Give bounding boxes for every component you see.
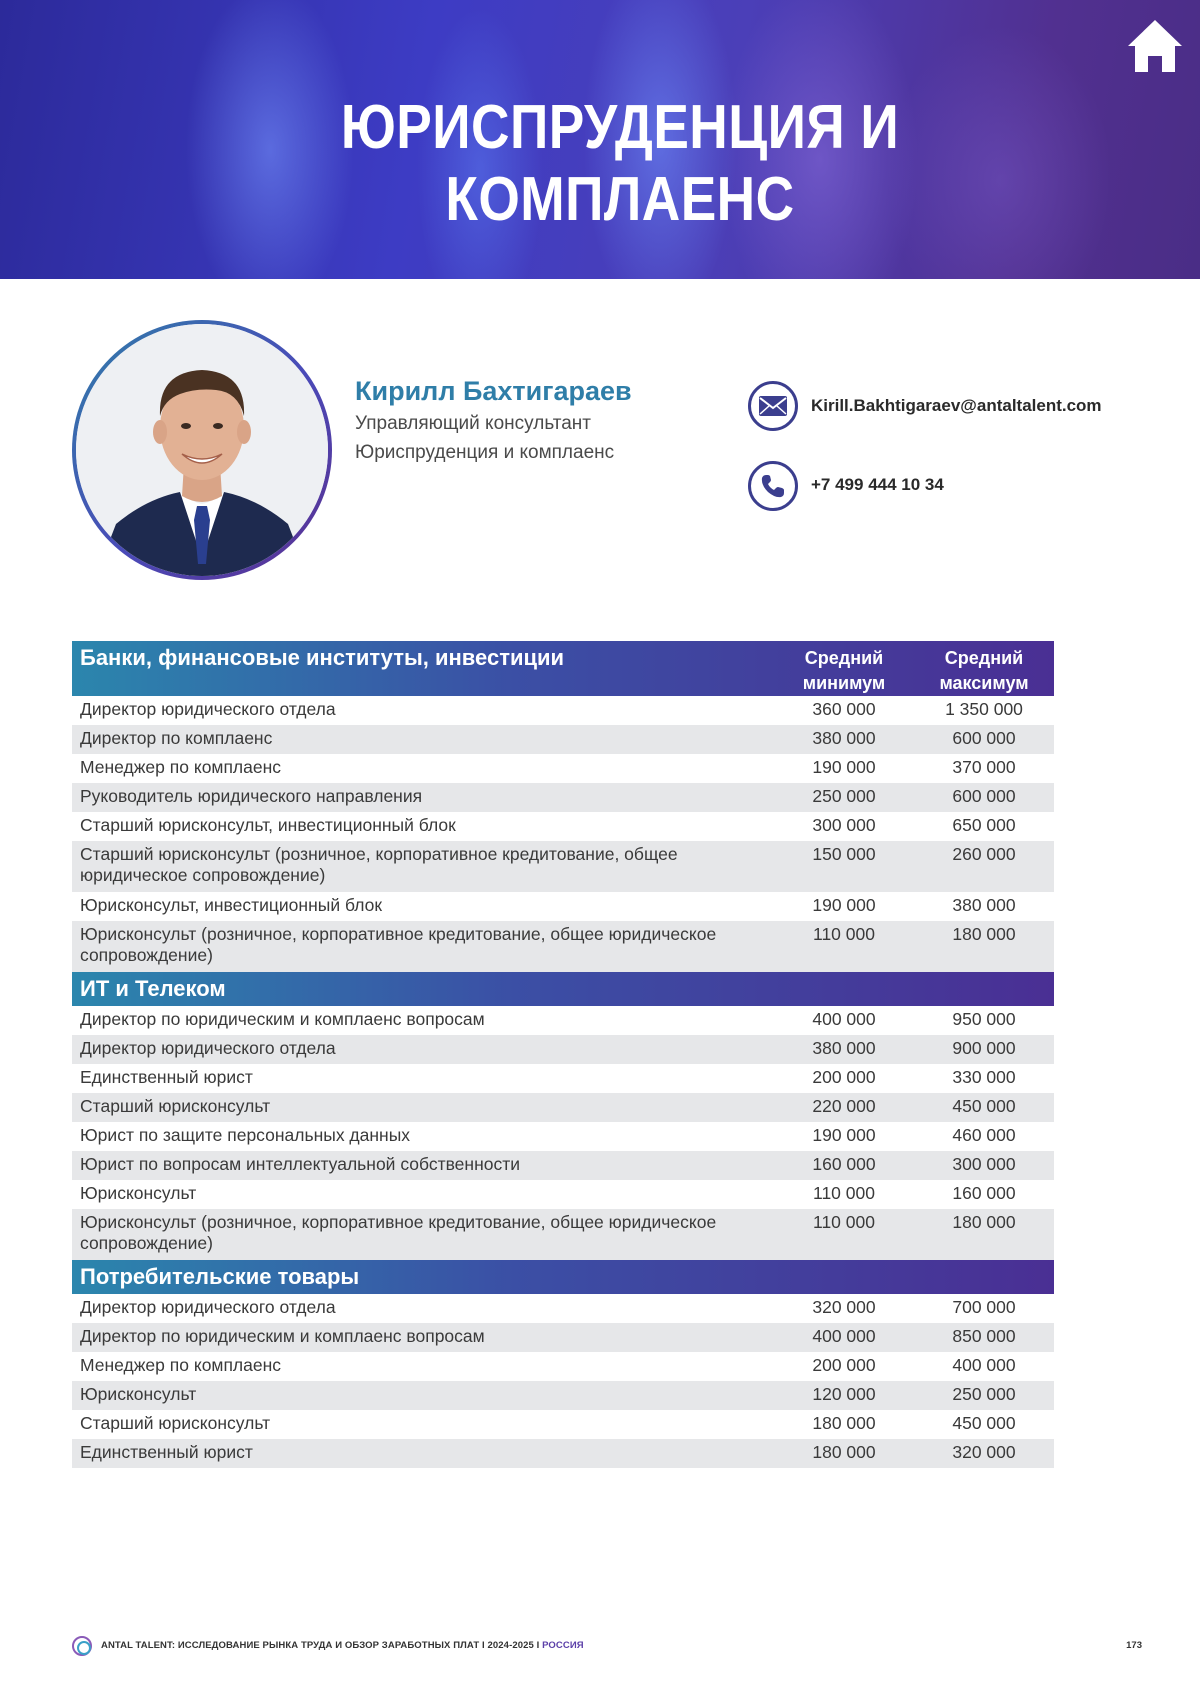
page-title bbox=[87, 92, 1153, 236]
position-cell: Директор юридического отдела bbox=[80, 699, 336, 719]
phone-link[interactable]: +7 499 444 10 34 bbox=[811, 475, 944, 494]
max-salary-cell: 300 000 bbox=[952, 1154, 1016, 1174]
consultant-photo bbox=[72, 320, 332, 580]
section-header bbox=[72, 641, 1054, 696]
table-row bbox=[72, 1209, 1054, 1260]
max-salary-cell: 370 000 bbox=[952, 757, 1016, 777]
min-salary-cell: 180 000 bbox=[812, 1442, 876, 1462]
position-cell: Директор по комплаенс bbox=[80, 728, 273, 748]
max-salary-cell: 450 000 bbox=[952, 1413, 1016, 1433]
min-salary-cell: 190 000 bbox=[812, 895, 876, 915]
table-row bbox=[72, 754, 1054, 783]
position-cell: Директор юридического отдела bbox=[80, 1297, 336, 1317]
section-header bbox=[72, 1260, 1054, 1294]
position-cell: Юрист по вопросам интеллектуальной собственности bbox=[80, 1154, 521, 1174]
table-row bbox=[72, 921, 1054, 972]
min-salary-cell: 190 000 bbox=[812, 757, 876, 777]
page-footer bbox=[72, 1636, 1142, 1656]
table-row bbox=[72, 1035, 1054, 1064]
table-row bbox=[72, 1410, 1054, 1439]
column-header-max-line-2: максимум bbox=[939, 673, 1029, 693]
max-salary-cell: 460 000 bbox=[952, 1125, 1016, 1145]
min-salary-cell: 160 000 bbox=[812, 1154, 876, 1174]
max-salary-cell: 320 000 bbox=[952, 1442, 1016, 1462]
table-row bbox=[72, 783, 1054, 812]
min-salary-cell: 180 000 bbox=[812, 1413, 876, 1433]
position-cell: Единственный юрист bbox=[80, 1442, 253, 1462]
min-salary-cell: 400 000 bbox=[812, 1326, 876, 1346]
table-row bbox=[72, 1064, 1054, 1093]
section-title: Банки, финансовые институты, инвестиции bbox=[80, 645, 565, 670]
table-row bbox=[72, 725, 1054, 754]
table-row bbox=[72, 812, 1054, 841]
position-cell: Юрисконсульт (розничное, корпоративное кредитование, общее юридическое сопровождение) bbox=[80, 1212, 717, 1253]
position-cell: Юрисконсульт, инвестиционный блок bbox=[80, 895, 382, 915]
phone-icon[interactable] bbox=[748, 461, 798, 511]
max-salary-cell: 400 000 bbox=[952, 1355, 1016, 1375]
min-salary-cell: 110 000 bbox=[813, 924, 875, 944]
min-salary-cell: 380 000 bbox=[812, 1038, 876, 1058]
min-salary-cell: 200 000 bbox=[812, 1067, 876, 1087]
min-salary-cell: 360 000 bbox=[812, 699, 876, 719]
max-salary-cell: 180 000 bbox=[952, 1212, 1016, 1232]
page-number: 173 bbox=[1126, 1640, 1142, 1651]
max-salary-cell: 380 000 bbox=[952, 895, 1016, 915]
position-cell: Единственный юрист bbox=[80, 1067, 253, 1087]
section-header bbox=[72, 972, 1054, 1006]
page-title-line-1: ЮРИСПРУДЕНЦИЯ И bbox=[340, 93, 900, 162]
envelope-icon[interactable] bbox=[748, 381, 798, 431]
min-salary-cell: 120 000 bbox=[812, 1384, 876, 1404]
table-row bbox=[72, 1294, 1054, 1323]
min-salary-cell: 190 000 bbox=[812, 1125, 876, 1145]
column-header-max bbox=[914, 641, 1054, 696]
max-salary-cell: 600 000 bbox=[952, 786, 1016, 806]
page-title-line-2: КОМПЛАЕНС bbox=[445, 165, 795, 234]
column-header-min-line-2: минимум bbox=[802, 673, 886, 693]
table-row bbox=[72, 841, 1054, 892]
table-row bbox=[72, 1180, 1054, 1209]
max-salary-cell: 850 000 bbox=[952, 1326, 1016, 1346]
position-cell: Старший юрисконсульт (розничное, корпоративное кредитование, общее юридическое сопровождение) bbox=[80, 844, 678, 885]
column-header-min-line-1: Средний bbox=[804, 648, 884, 668]
header-banner bbox=[0, 0, 1200, 279]
consultant-department: Юриспруденция и комплаенс bbox=[355, 442, 615, 463]
home-icon[interactable] bbox=[1124, 16, 1186, 78]
table-row bbox=[72, 1093, 1054, 1122]
position-cell: Юрист по защите персональных данных bbox=[80, 1125, 411, 1145]
max-salary-cell: 950 000 bbox=[952, 1009, 1016, 1029]
position-cell: Директор по юридическим и комплаенс вопросам bbox=[80, 1326, 485, 1346]
max-salary-cell: 600 000 bbox=[952, 728, 1016, 748]
position-cell: Старший юрисконсульт bbox=[80, 1413, 271, 1433]
min-salary-cell: 110 000 bbox=[813, 1212, 875, 1232]
min-salary-cell: 110 000 bbox=[813, 1183, 875, 1203]
email-link[interactable]: Kirill.Bakhtigaraev@antaltalent.com bbox=[811, 396, 1102, 415]
min-salary-cell: 300 000 bbox=[812, 815, 876, 835]
table-row bbox=[72, 892, 1054, 921]
section-title: Потребительские товары bbox=[80, 1264, 360, 1289]
footer-report-title: ANTAL TALENT: ИССЛЕДОВАНИЕ РЫНКА ТРУДА И ОБЗОР ЗАРАБОТНЫХ ПЛАТ I 2024-2025 I bbox=[101, 1640, 540, 1651]
min-salary-cell: 400 000 bbox=[812, 1009, 876, 1029]
table-row bbox=[72, 1151, 1054, 1180]
table-row bbox=[72, 1352, 1054, 1381]
position-cell: Руководитель юридического направления bbox=[80, 786, 423, 806]
min-salary-cell: 220 000 bbox=[812, 1096, 876, 1116]
max-salary-cell: 260 000 bbox=[952, 844, 1016, 864]
position-cell: Директор юридического отдела bbox=[80, 1038, 336, 1058]
antal-logo bbox=[72, 1636, 92, 1656]
max-salary-cell: 330 000 bbox=[952, 1067, 1016, 1087]
table-row bbox=[72, 1381, 1054, 1410]
section-title: ИТ и Телеком bbox=[80, 976, 226, 1001]
max-salary-cell: 900 000 bbox=[952, 1038, 1016, 1058]
min-salary-cell: 200 000 bbox=[812, 1355, 876, 1375]
position-cell: Старший юрисконсульт, инвестиционный блок bbox=[80, 815, 456, 835]
position-cell: Юрисконсульт bbox=[80, 1384, 197, 1404]
max-salary-cell: 1 350 000 bbox=[945, 699, 1023, 719]
position-cell: Менеджер по комплаенс bbox=[80, 1355, 282, 1375]
table-row bbox=[72, 1006, 1054, 1035]
column-header-max-line-1: Средний bbox=[944, 648, 1024, 668]
consultant-name: Кирилл Бахтигараев bbox=[355, 376, 632, 406]
position-cell: Директор по юридическим и комплаенс вопросам bbox=[80, 1009, 485, 1029]
consultant-role: Управляющий консультант bbox=[355, 413, 591, 434]
max-salary-cell: 180 000 bbox=[952, 924, 1016, 944]
table-row bbox=[72, 696, 1054, 725]
position-cell: Юрисконсульт (розничное, корпоративное кредитование, общее юридическое сопровождение) bbox=[80, 924, 717, 965]
position-cell: Менеджер по комплаенс bbox=[80, 757, 282, 777]
max-salary-cell: 160 000 bbox=[952, 1183, 1016, 1203]
table-row bbox=[72, 1122, 1054, 1151]
max-salary-cell: 700 000 bbox=[952, 1297, 1016, 1317]
column-header-min bbox=[774, 641, 914, 696]
min-salary-cell: 150 000 bbox=[812, 844, 876, 864]
footer-country: РОССИЯ bbox=[542, 1640, 584, 1651]
min-salary-cell: 250 000 bbox=[812, 786, 876, 806]
min-salary-cell: 320 000 bbox=[812, 1297, 876, 1317]
max-salary-cell: 450 000 bbox=[952, 1096, 1016, 1116]
position-cell: Юрисконсульт bbox=[80, 1183, 197, 1203]
max-salary-cell: 250 000 bbox=[952, 1384, 1016, 1404]
salary-table bbox=[72, 641, 1054, 1468]
footer-text bbox=[101, 1640, 584, 1651]
position-cell: Старший юрисконсульт bbox=[80, 1096, 271, 1116]
table-row bbox=[72, 1323, 1054, 1352]
max-salary-cell: 650 000 bbox=[952, 815, 1016, 835]
table-row bbox=[72, 1439, 1054, 1468]
min-salary-cell: 380 000 bbox=[812, 728, 876, 748]
